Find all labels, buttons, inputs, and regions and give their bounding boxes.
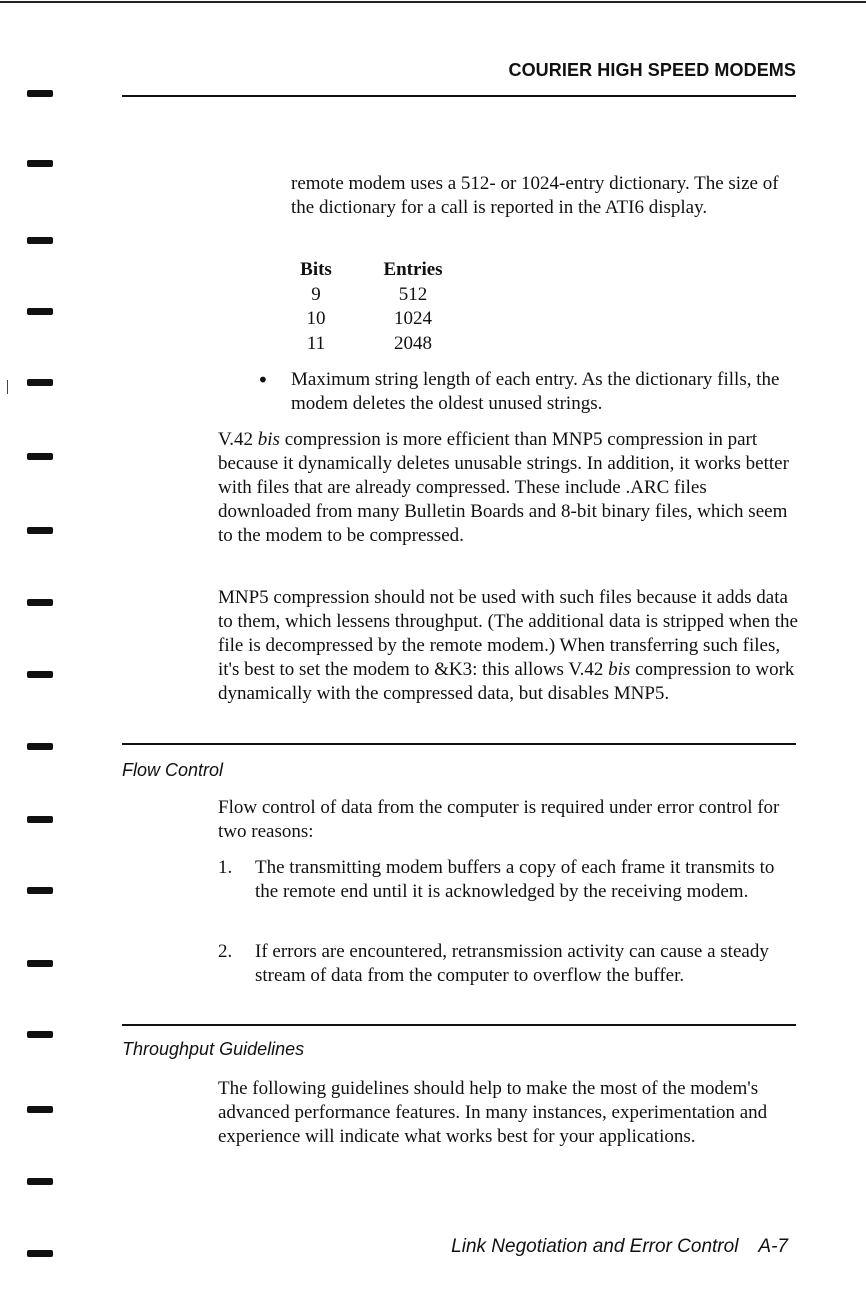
margin-mark	[27, 90, 53, 97]
top-edge-rule	[0, 1, 866, 3]
page-footer	[451, 1236, 788, 1258]
list-item-text: The transmitting modem buffers a copy of each frame it transmits to the remote end until it is acknowledged by the receiving modem.	[255, 857, 775, 902]
margin-mark	[27, 453, 53, 460]
margin-mark	[27, 671, 53, 678]
column-header-entries: Entries	[383, 259, 443, 281]
section-heading-throughput: Throughput Guidelines	[122, 1039, 305, 1059]
margin-mark	[27, 379, 53, 386]
list-item-text: If errors are encountered, retransmission activity can cause a steady stream of data from the computer to overflow the buffer.	[255, 941, 769, 986]
margin-mark	[27, 308, 53, 315]
page-number: A-7	[758, 1236, 788, 1257]
footer-chapter-title: Link Negotiation and Error Control	[451, 1236, 739, 1257]
table-row	[291, 283, 445, 308]
margin-mark	[27, 527, 53, 534]
section-rule	[122, 743, 796, 745]
margin-mark	[27, 960, 53, 967]
list-item-number: 2.	[218, 941, 233, 962]
scan-tick-mark	[7, 380, 8, 394]
margin-mark	[27, 887, 53, 894]
cell-entries: 512	[398, 283, 428, 305]
flow-control-intro: Flow control of data from the computer is required under error control for two reasons:	[218, 797, 780, 842]
cell-bits: 9	[311, 283, 321, 305]
section-rule	[122, 1024, 796, 1026]
margin-mark	[27, 1106, 53, 1113]
margin-mark	[27, 599, 53, 606]
throughput-paragraph: The following guidelines should help to make the most of the modem's advanced performance features. In many instances, experimentation and experience will indicate what works best for your applications.	[218, 1078, 768, 1147]
section-heading-flow-control: Flow Control	[122, 760, 224, 780]
margin-mark	[27, 1250, 53, 1257]
bullet-item-text: Maximum string length of each entry. As the dictionary fills, the modem deletes the oldest unused strings.	[291, 369, 780, 414]
table-row	[291, 307, 445, 332]
table-row	[291, 332, 445, 357]
cell-entries: 2048	[394, 332, 432, 354]
bullet-icon: •	[257, 368, 269, 392]
italic-bis: bis	[608, 659, 631, 680]
margin-mark	[27, 237, 53, 244]
table-header-row	[291, 258, 445, 283]
margin-mark	[27, 1031, 53, 1038]
running-header: COURIER HIGH SPEED MODEMS	[508, 60, 796, 80]
compression-paragraph-2: MNP5 compression should not be used with such files because it adds data to them, which lessens throughput. (The additional data is stripped when the file is decompressed by the remote modem.) When transferring such files, it's best to set the modem to &K3: this allows V.42 bis compression to work dynamically with the compressed data, but disables MNP5.	[218, 587, 798, 704]
margin-mark	[27, 1178, 53, 1185]
margin-mark	[27, 160, 53, 167]
cell-entries: 1024	[394, 308, 432, 330]
italic-bis: bis	[257, 429, 280, 450]
dictionary-size-table	[291, 258, 445, 356]
margin-mark	[27, 816, 53, 823]
compression-paragraph-1: V.42 bis compression is more efficient than MNP5 compression in part because it dynamically deletes unusable strings. In addition, it works better with files that are already compressed. These include .ARC files downloaded from many Bulletin Boards and 8-bit binary files, which seem to the modem to be compressed.	[218, 429, 789, 546]
list-item-number: 1.	[218, 857, 233, 878]
margin-mark	[27, 743, 53, 750]
cell-bits: 11	[306, 332, 326, 354]
cell-bits: 10	[306, 308, 326, 330]
header-rule	[122, 95, 796, 97]
intro-paragraph: remote modem uses a 512- or 1024-entry dictionary. The size of the dictionary for a call is reported in the ATI6 display.	[291, 173, 779, 218]
column-header-bits: Bits	[300, 259, 332, 281]
